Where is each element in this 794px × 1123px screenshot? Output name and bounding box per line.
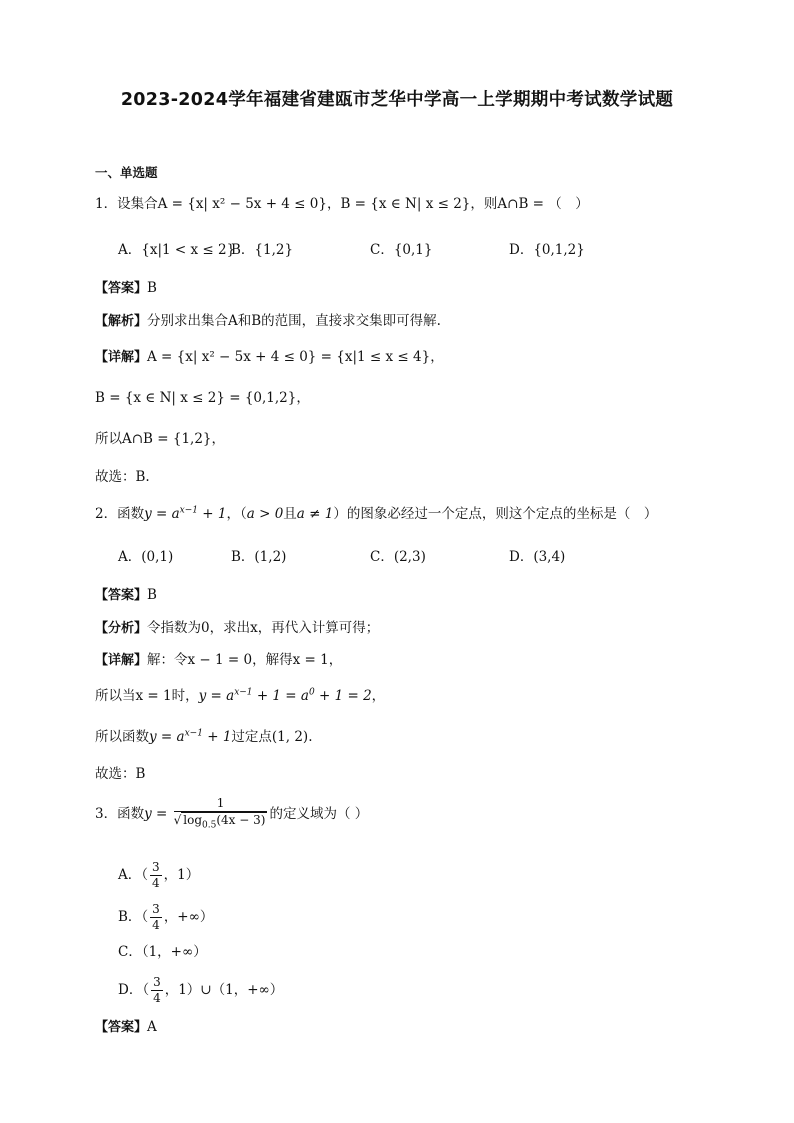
q1-conclusion: 故选：B. [95,469,150,485]
q2-detail-1-text: 解：令x − 1 = 0，解得x = 1， [147,652,343,668]
q2-option-c[interactable]: C．(2,3) [370,549,426,565]
answer-tag: 【答案】 [95,281,148,296]
q2-analysis [95,616,379,636]
q1-option-a[interactable]: A．{x|1 < x ≤ 2} [118,242,236,258]
q2-option-a[interactable]: A．(0,1) [118,549,174,565]
q2-detail-3-b: 过定点 [231,729,272,745]
q1-detail-3: 所以A∩B = {1,2}， [95,431,226,447]
q2-stem-a: 2．函数 [95,506,145,522]
q3-option-a[interactable]: A．（ $\frac{3}{4}$ ，1） [118,860,200,890]
q1-option-b[interactable]: B．{1,2} [231,242,294,258]
analysis-tag: 【分析】 [95,621,148,636]
page-title: 2023-2024学年福建省建瓯市芝华中学高一上学期期中考试数学试题 [120,90,674,110]
q2-stem-b: ，（ [226,506,247,522]
q1-option-d[interactable]: D．{0,1,2} [509,242,585,258]
section-heading: 一、单选题 [95,165,158,180]
answer-tag: 【答案】 [95,588,148,603]
q2-stem: 2．函数$y = a^{x-1} + 1$，（a > 0且a ≠ 1）的图象必经过一个定点，则这个定点的坐标是（ ） [95,505,658,522]
q1-stem [95,192,589,212]
q2-analysis-text: 令指数为0，求出x，再代入计算可得； [147,620,380,636]
q3-answer [95,1016,157,1035]
q2-conclusion: 故选：B [95,766,146,782]
q3-option-c[interactable]: C．（1，+∞） [118,944,207,960]
q2-detail-3 [95,725,313,745]
q3-stem-b: 的定义域为（ ） [269,806,369,823]
analysis-tag: 【解析】 [95,314,148,329]
q2-options [118,545,718,565]
q3-option-a-tail: ，1） [163,867,200,883]
q2-function: $y = a^{x-1} + 1$ [144,505,227,522]
q1-answer-value: B [147,280,157,296]
q3-option-b-label: B．（ [118,909,149,925]
q1-stem-text: 1．设集合A = {x| x² − 5x + 4 ≤ 0}，B = {x ∈ N| x ≤ 2}，则A∩B = （ ） [95,196,589,212]
q2-condition: a > 0 [246,506,284,522]
q1-options [118,238,718,258]
q3-option-b[interactable]: B．（ $\frac{3}{4}$ ，+∞） [118,902,214,932]
q1-detail-2: B = {x ∈ N| x ≤ 2} = {0,1,2}， [95,390,310,406]
q2-stem-c: ）的图象必经过一个定点，则这个定点的坐标是（ ） [333,506,658,522]
q3-answer-value: A [147,1019,157,1035]
detail-tag: 【详解】 [95,350,148,365]
q1-analysis-text: 分别求出集合A和B的范围，直接求交集即可得解. [147,313,441,329]
q3-option-d-label: D．（ [118,982,150,998]
q1-option-c[interactable]: C．{0,1} [370,242,433,258]
q2-detail-3-a: 所以函数 [95,729,149,745]
q3-stem-a: 3．函数 [95,806,145,823]
q1-analysis [95,309,441,329]
q3-option-d[interactable]: D．（ $\frac{3}{4}$ ，1）∪（1，+∞） [118,975,284,1005]
q3-option-d-tail: ，1）∪（1，+∞） [164,982,284,998]
q1-answer [95,277,157,296]
q2-fixed-point: (1, 2). [271,729,313,745]
q1-detail-1 [95,345,444,365]
q3-option-a-label: A．（ [118,867,148,883]
q1-detail-1-text: A = {x| x² − 5x + 4 ≤ 0} = {x|1 ≤ x ≤ 4}， [147,349,444,365]
detail-tag: 【详解】 [95,653,148,668]
q2-detail-2-math: $y = a^{x-1} + 1 = a^0 + 1 = 2$ [198,687,372,704]
q3-fraction: $\frac{1}{√ \log_{0.5}(4x - 3)}$ [174,796,268,833]
q2-answer-value: B [147,587,157,603]
answer-tag: 【答案】 [95,1020,148,1035]
q2-detail-2-a: 所以当x = 1时， [95,688,199,704]
q2-option-b[interactable]: B．(1,2) [231,549,287,565]
q2-option-d[interactable]: D．(3,4) [509,549,566,565]
q3-option-b-tail: ，+∞） [163,909,214,925]
q2-detail-1 [95,648,342,668]
q2-answer [95,584,157,603]
q2-detail-2: 所以当x = 1时，$y = a^{x-1} + 1 = a^0 + 1 = 2$， [95,687,386,704]
q3-stem: 3．函数y = $\frac{1}{√ \log_{0.5}(4x - 3)}$ 的定义域为（ ） [95,796,368,833]
q2-detail-3-math: $y = a^{x-1} + 1$ [149,728,232,745]
